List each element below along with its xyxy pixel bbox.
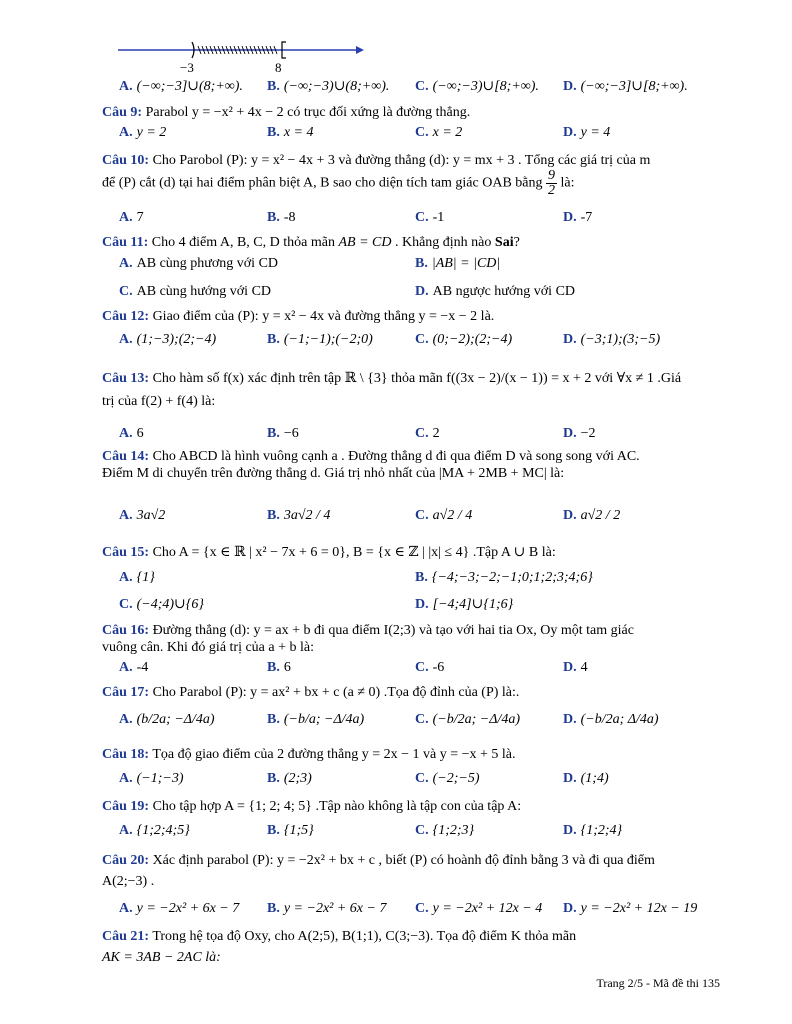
- q10-fraction: $\frac{9}{2}$: [548, 168, 555, 198]
- q9-option-a[interactable]: A. y = 2: [119, 125, 167, 140]
- q16-option-b[interactable]: B. 6: [267, 660, 291, 675]
- q20-options: [119, 901, 719, 921]
- q15-options-row1: [119, 570, 719, 590]
- q14-option-c[interactable]: C. a√2 / 4: [415, 508, 473, 523]
- q8-options: [119, 78, 719, 98]
- q12-option-c[interactable]: C. (0;−2);(2;−4): [415, 332, 513, 347]
- q14-options: [119, 508, 719, 528]
- q10-option-d[interactable]: D. -7: [563, 210, 593, 225]
- q8-option-d[interactable]: D. (−∞;−3]∪[8;+∞).: [563, 79, 688, 94]
- q20-option-c[interactable]: C. y = −2x² + 12x − 4: [415, 901, 543, 916]
- q14-stem: Câu 14: Cho ABCD là hình vuông cạnh a . Đường thẳng d đi qua điểm D và song song với AC. Điểm M di chuyển trên đường thẳng d. Giá trị nhỏ nhất của |MA + 2MB + MC| là:: [102, 449, 640, 481]
- q15-option-c[interactable]: C. (−4;4)∪{6}: [119, 597, 204, 612]
- q9-options: [119, 125, 719, 145]
- q18-option-a[interactable]: A. (−1;−3): [119, 771, 184, 786]
- q17-option-a[interactable]: A. (b/2a; −Δ/4a): [119, 712, 215, 727]
- q20-option-a[interactable]: A. y = −2x² + 6x − 7: [119, 901, 240, 916]
- q11-option-c[interactable]: C. AB cùng hướng với CD: [119, 284, 272, 299]
- q19-options: [119, 823, 719, 843]
- q12-option-d[interactable]: D. (−3;1);(3;−5): [563, 332, 661, 347]
- q16-option-c[interactable]: C. -6: [415, 660, 445, 675]
- q9-option-d[interactable]: D. y = 4: [563, 125, 611, 140]
- q19-option-c[interactable]: C. {1;2;3}: [415, 823, 475, 838]
- q13-option-b[interactable]: B. −6: [267, 426, 299, 441]
- q17-option-d[interactable]: D. (−b/2a; Δ/4a): [563, 712, 659, 727]
- q8-option-c[interactable]: C. (−∞;−3)∪[8;+∞).: [415, 79, 539, 94]
- q19-option-b[interactable]: B. {1;5}: [267, 823, 314, 838]
- q11-option-b[interactable]: B. |AB| = |CD|: [415, 256, 501, 271]
- q15-option-a[interactable]: A. {1}: [119, 570, 155, 585]
- q11-stem: Câu 11: Cho 4 điểm A, B, C, D thỏa mãn AB = CD . Khẳng định nào Sai?: [102, 235, 520, 250]
- q9-option-c[interactable]: C. x = 2: [415, 125, 463, 140]
- q11-options-row2: [119, 284, 719, 304]
- q18-option-b[interactable]: B. (2;3): [267, 771, 312, 786]
- q20-option-d[interactable]: D. y = −2x² + 12x − 19: [563, 901, 698, 916]
- q19-stem: Câu 19: Cho tập hợp A = {1; 2; 4; 5} .Tập nào không là tập con của tập A:: [102, 799, 522, 814]
- number-line-graphic: [118, 38, 368, 60]
- q12-option-a[interactable]: A. (1;−3);(2;−4): [119, 332, 217, 347]
- q18-stem: Câu 18: Tọa độ giao điểm của 2 đường thẳng y = 2x − 1 và y = −x + 5 là.: [102, 747, 516, 762]
- q12-stem: Câu 12: Giao điểm của (P): y = x² − 4x và đường thẳng y = −x − 2 là.: [102, 309, 495, 324]
- q9-stem: Câu 9: Parabol y = −x² + 4x − 2 có trục đối xứng là đường thẳng.: [102, 105, 471, 120]
- q8-option-a[interactable]: A. (−∞;−3]∪(8;+∞).: [119, 79, 243, 94]
- q17-option-c[interactable]: C. (−b/2a; −Δ/4a): [415, 712, 521, 727]
- q17-option-b[interactable]: B. (−b/a; −Δ/4a): [267, 712, 365, 727]
- q20-option-b[interactable]: B. y = −2x² + 6x − 7: [267, 901, 387, 916]
- q14-option-d[interactable]: D. a√2 / 2: [563, 508, 621, 523]
- q12-option-b[interactable]: B. (−1;−1);(−2;0): [267, 332, 373, 347]
- number-line-right-label: 8: [275, 60, 282, 75]
- q10-option-b[interactable]: B. -8: [267, 210, 296, 225]
- q15-option-b[interactable]: B. {−4;−3;−2;−1;0;1;2;3;4;6}: [415, 570, 593, 585]
- q11-option-d[interactable]: D. AB ngược hướng với CD: [415, 284, 576, 299]
- q21-stem: Câu 21: Trong hệ tọa độ Oxy, cho A(2;5), B(1;1), C(3;−3). Tọa độ điểm K thỏa mãn AK = 3AB − 2AC là:: [102, 929, 577, 965]
- q15-options-row2: [119, 596, 719, 616]
- number-line: [118, 38, 368, 78]
- q14-option-a[interactable]: A. 3a√2: [119, 508, 166, 523]
- q13-option-c[interactable]: C. 2: [415, 426, 440, 441]
- q10-stem: Câu 10: Cho Parobol (P): y = x² − 4x + 3 và đường thẳng (d): y = mx + 3 . Tổng các giá trị của m để (P) cắt (d) tại hai điểm phân biệt A, B sao cho diện tích tam giác OAB bằng $\frac{9}{2}$ là:: [102, 153, 651, 198]
- q20-stem: Câu 20: Xác định parabol (P): y = −2x² + bx + c , biết (P) có hoành độ đỉnh bằng 3 và đi qua điểm A(2;−3) .: [102, 853, 655, 889]
- q8-option-b[interactable]: B. (−∞;−3)∪(8;+∞).: [267, 79, 390, 94]
- q13-option-a[interactable]: A. 6: [119, 426, 144, 441]
- q13-stem: Câu 13: Cho hàm số f(x) xác định trên tập ℝ \ {3} thỏa mãn f((3x − 2)/(x − 1)) = x + 2 với ∀x ≠ 1 .Giá trị của f(2) + f(4) là:: [102, 371, 682, 409]
- q10-option-c[interactable]: C. -1: [415, 210, 445, 225]
- q19-option-d[interactable]: D. {1;2;4}: [563, 823, 623, 838]
- q19-option-a[interactable]: A. {1;2;4;5}: [119, 823, 190, 838]
- q18-option-d[interactable]: D. (1;4): [563, 771, 609, 786]
- q15-stem: Câu 15: Cho A = {x ∈ ℝ | x² − 7x + 6 = 0}, B = {x ∈ ℤ | |x| ≤ 4} .Tập A ∪ B là:: [102, 545, 556, 560]
- q17-stem: Câu 17: Cho Parabol (P): y = ax² + bx + c (a ≠ 0) .Tọa độ đỉnh của (P) là:.: [102, 685, 520, 700]
- q10-option-a[interactable]: A. 7: [119, 210, 144, 225]
- q17-options: [119, 712, 719, 732]
- q12-options: [119, 332, 719, 352]
- q11-option-a[interactable]: A. AB cùng phương với CD: [119, 256, 279, 271]
- q10-options: [119, 210, 719, 230]
- q13-option-d[interactable]: D. −2: [563, 426, 596, 441]
- q18-option-c[interactable]: C. (−2;−5): [415, 771, 480, 786]
- q13-options: [119, 426, 719, 446]
- q16-stem: Câu 16: Đường thẳng (d): y = ax + b đi qua điểm I(2;3) và tạo với hai tia Ox, Oy một tam giác vuông cân. Khi đó giá trị của a + b là:: [102, 623, 634, 655]
- q16-option-a[interactable]: A. -4: [119, 660, 149, 675]
- q14-option-b[interactable]: B. 3a√2 / 4: [267, 508, 331, 523]
- page-footer: Trang 2/5 - Mã đề thi 135: [596, 976, 720, 990]
- q11-options-row1: [119, 256, 719, 276]
- q9-option-b[interactable]: B. x = 4: [267, 125, 314, 140]
- q16-option-d[interactable]: D. 4: [563, 660, 588, 675]
- q18-options: [119, 771, 719, 791]
- q16-options: [119, 660, 719, 680]
- number-line-left-label: −3: [180, 60, 194, 75]
- q15-option-d[interactable]: D. [−4;4]∪{1;6}: [415, 597, 514, 612]
